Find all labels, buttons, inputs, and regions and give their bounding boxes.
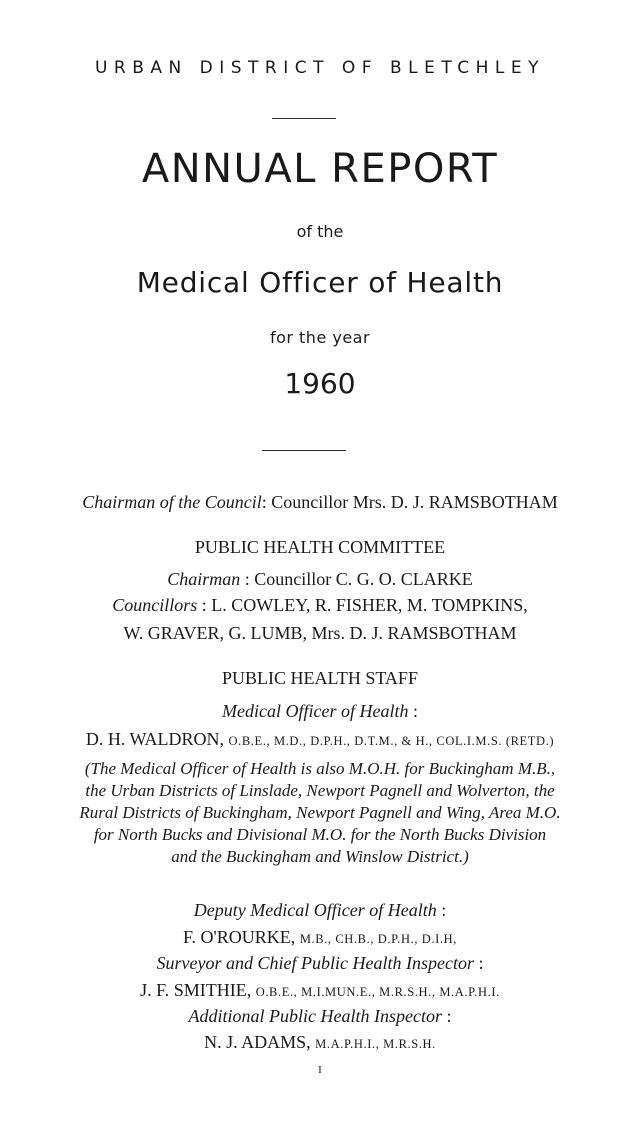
district-name: URBAN DISTRICT OF BLETCHLEY xyxy=(94,58,545,78)
moh-note xyxy=(0,758,640,868)
moh-name-line xyxy=(0,729,640,750)
page-number: I xyxy=(318,1064,322,1076)
middle-divider xyxy=(262,450,346,451)
deputy-label-line xyxy=(0,900,640,921)
councillors-label: Councillors xyxy=(112,595,198,615)
deputy-name-line xyxy=(0,927,640,948)
committee-chairman-line xyxy=(0,569,640,590)
officer-title: Medical Officer of Health xyxy=(136,266,504,299)
council-chairman-name: Councillor Mrs. D. J. RAMSBOTHAM xyxy=(271,492,558,512)
moh-note-line: and the Buckingham and Winslow District.) xyxy=(171,847,469,866)
committee-chairman-label: Chairman xyxy=(167,569,241,589)
additional-qualifications: M.A.P.H.I., M.R.S.H. xyxy=(315,1037,436,1051)
report-year: 1960 xyxy=(284,367,356,400)
report-title: ANNUAL REPORT xyxy=(141,146,499,192)
committee-heading: PUBLIC HEALTH COMMITTEE xyxy=(194,537,446,557)
councillors-line-1 xyxy=(0,595,640,616)
surveyor-label-line xyxy=(0,953,640,974)
deputy-name: F. O'ROURKE, xyxy=(182,927,296,947)
moh-label: Medical Officer of Health xyxy=(222,701,409,721)
moh-label-line xyxy=(0,701,640,722)
moh-note-line: (The Medical Officer of Health is also M.O.H. for Buckingham M.B., xyxy=(84,759,556,778)
deputy-label: Deputy Medical Officer of Health xyxy=(193,900,437,920)
moh-colon: : xyxy=(408,701,418,721)
deputy-colon: : xyxy=(436,900,447,920)
councillors-names-1: L. COWLEY, R. FISHER, M. TOMPKINS, xyxy=(211,595,528,615)
additional-label-line xyxy=(0,1006,640,1027)
surveyor-name: J. F. SMITHIE, xyxy=(140,980,252,1000)
councillors-line-2: W. GRAVER, G. LUMB, Mrs. D. J. RAMSBOTHAM xyxy=(123,623,517,643)
moh-note-line: for North Bucks and Divisional M.O. for the North Bucks Division xyxy=(93,825,547,844)
surveyor-label: Surveyor and Chief Public Health Inspector xyxy=(156,953,474,973)
council-chairman-colon: : xyxy=(261,492,272,512)
top-divider xyxy=(272,118,336,119)
deputy-qualifications: M.B., CH.B., D.P.H., D.I.H, xyxy=(299,932,458,946)
moh-qualifications: O.B.E., M.D., D.P.H., D.T.M., & H., COL.I.M.S. (RETD.) xyxy=(228,734,555,748)
additional-name-line xyxy=(0,1032,640,1053)
of-the-text: of the xyxy=(296,222,344,241)
surveyor-colon: : xyxy=(473,953,484,973)
surveyor-qualifications: O.B.E., M.I.MUN.E., M.R.S.H., M.A.P.H.I. xyxy=(255,985,500,999)
moh-note-line: Rural Districts of Buckingham, Newport Pagnell and Wing, Area M.O. xyxy=(79,803,561,822)
moh-note-line: the Urban Districts of Linslade, Newport Pagnell and Wolverton, the xyxy=(85,781,555,800)
surveyor-name-line xyxy=(0,980,640,1001)
moh-name: D. H. WALDRON, xyxy=(85,729,225,749)
additional-colon: : xyxy=(441,1006,452,1026)
councillors-colon: : xyxy=(197,595,212,615)
for-the-year-text: for the year xyxy=(269,328,371,347)
council-chairman-line xyxy=(0,492,640,513)
council-chairman-label: Chairman of the Council xyxy=(82,492,262,512)
committee-chairman-name: Councillor C. G. O. CLARKE xyxy=(254,569,473,589)
staff-heading: PUBLIC HEALTH STAFF xyxy=(222,668,418,688)
additional-name: N. J. ADAMS, xyxy=(204,1032,311,1052)
additional-label: Additional Public Health Inspector xyxy=(188,1006,442,1026)
committee-chairman-colon: : xyxy=(240,569,255,589)
